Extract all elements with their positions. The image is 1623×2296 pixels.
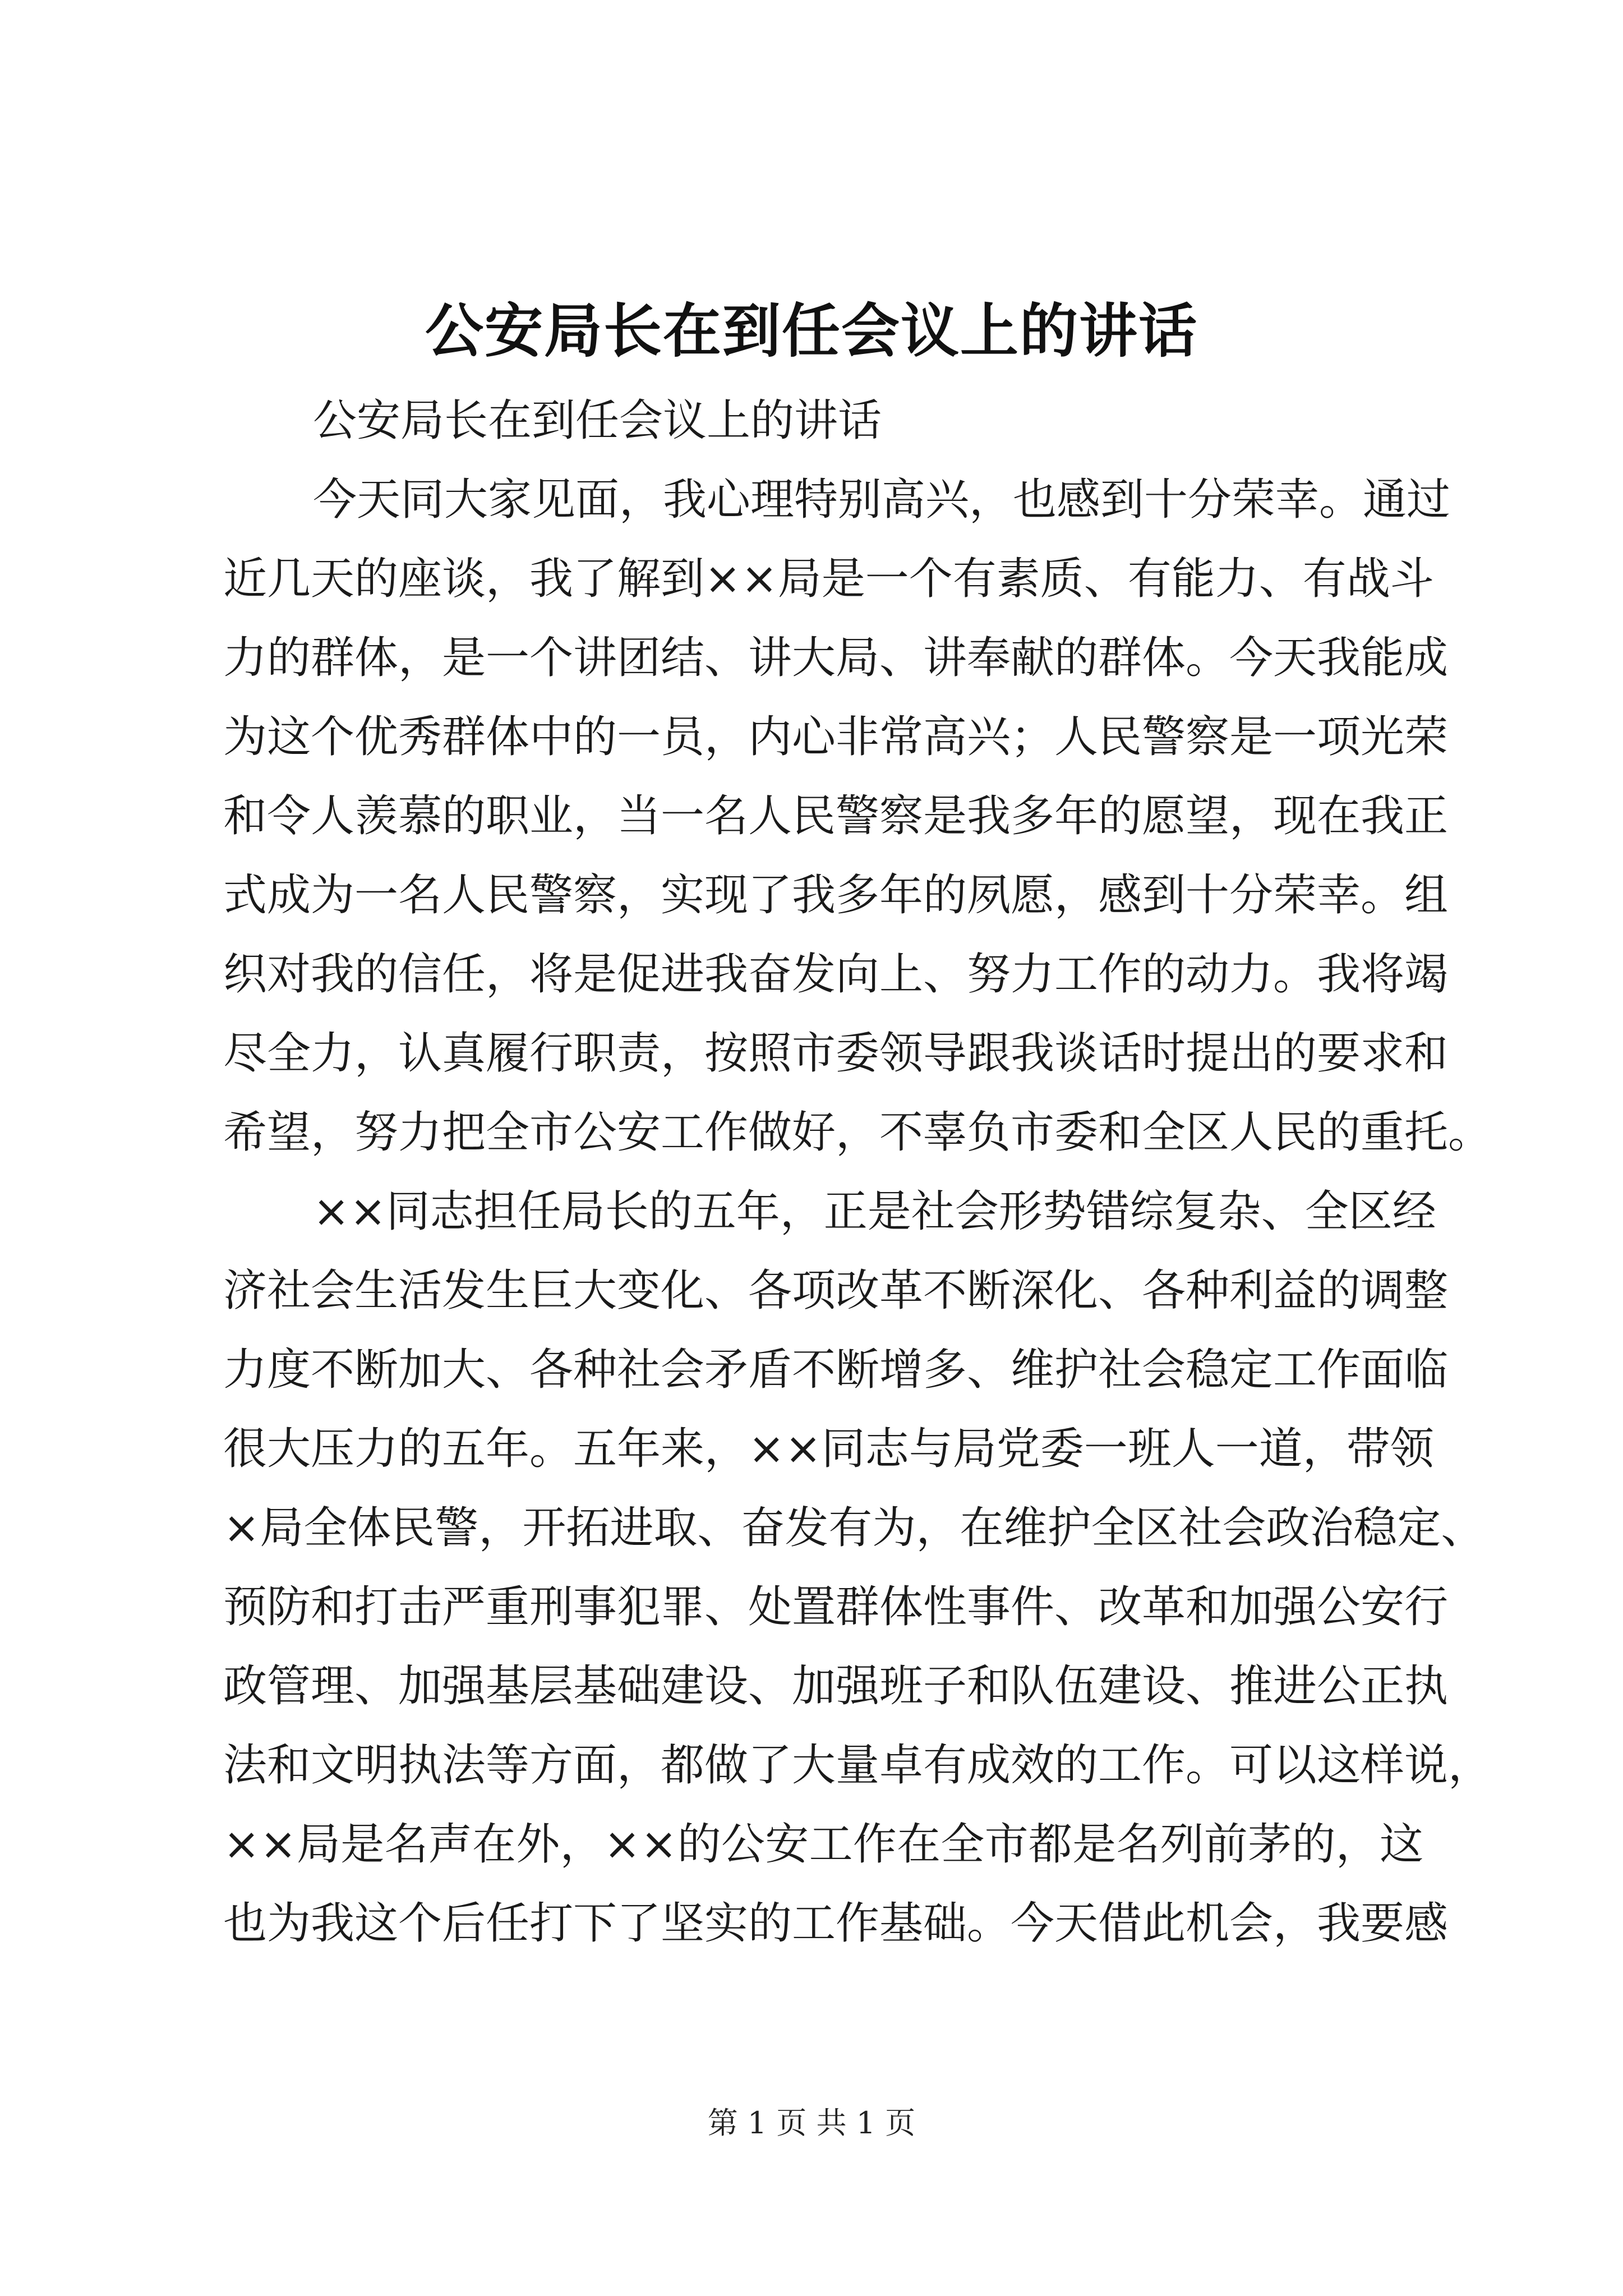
- document-body: [223, 381, 1492, 1963]
- paragraph-line: ××同志担任局长的五年，正是社会形势错综复杂、全区经: [313, 1186, 1436, 1237]
- paragraph-line: 很大压力的五年。五年来，××同志与局党委一班人一道，带领: [223, 1424, 1434, 1474]
- paragraph-line: 式成为一名人民警察，实现了我多年的夙愿，感到十分荣幸。组: [223, 870, 1449, 921]
- paragraph-line: 今天同大家见面，我心理特别高兴，也感到十分荣幸。通过: [313, 475, 1451, 525]
- paragraph-line: 为这个优秀群体中的一员，内心非常高兴；人民警察是一项光荣: [223, 712, 1449, 762]
- paragraph-line: ××局是名声在外，××的公安工作在全市都是名列前茅的，这: [223, 1819, 1423, 1870]
- page-footer: 第 1 页 共 1 页: [707, 2105, 916, 2141]
- paragraph-line: 也为我这个后任打下了坚实的工作基础。今天借此机会，我要感: [223, 1898, 1449, 1949]
- paragraph-line: 近几天的座谈，我了解到××局是一个有素质、有能力、有战斗: [223, 554, 1434, 604]
- page-title: 公安局长在到任会议上的讲话: [425, 296, 1198, 365]
- paragraph-line: 预防和打击严重刑事犯罪、处置群体性事件、改革和加强公安行: [223, 1582, 1449, 1632]
- paragraph-line: 力的群体，是一个讲团结、讲大局、讲奉献的群体。今天我能成: [223, 633, 1449, 683]
- paragraph-line: ×局全体民警，开拓进取、奋发有为，在维护全区社会政治稳定、: [223, 1503, 1485, 1553]
- subtitle-line: 公安局长在到任会议上的讲话: [313, 395, 882, 446]
- paragraph-line: 希望，努力把全市公安工作做好，不辜负市委和全区人民的重托。: [223, 1107, 1492, 1158]
- paragraph-line: 织对我的信任，将是促进我奋发向上、努力工作的动力。我将竭: [223, 949, 1449, 1000]
- paragraph-line: 尽全力，认真履行职责，按照市委领导跟我谈话时提出的要求和: [223, 1028, 1449, 1079]
- paragraph-line: 政管理、加强基层基础建设、加强班子和队伍建设、推进公正执: [223, 1661, 1449, 1711]
- paragraph-line: 和令人羡慕的职业，当一名人民警察是我多年的愿望，现在我正: [223, 791, 1449, 841]
- paragraph-line: 济社会生活发生巨大变化、各项改革不断深化、各种利益的调整: [223, 1266, 1449, 1316]
- paragraph-line: 力度不断加大、各种社会矛盾不断增多、维护社会稳定工作面临: [223, 1345, 1449, 1395]
- paragraph-line: 法和文明执法等方面，都做了大量卓有成效的工作。可以这样说，: [223, 1740, 1492, 1791]
